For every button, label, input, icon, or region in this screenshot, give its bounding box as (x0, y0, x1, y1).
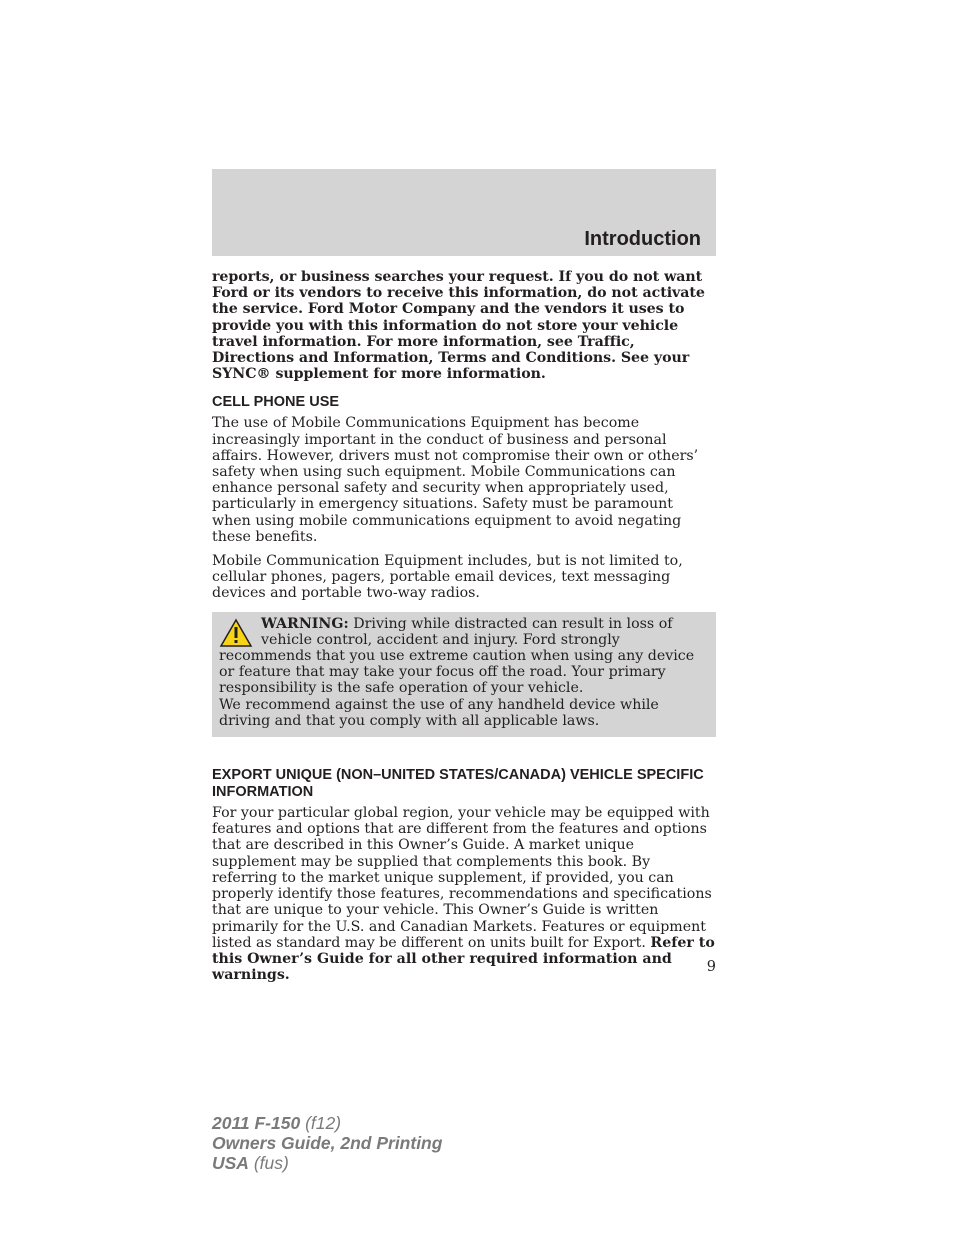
export-heading: EXPORT UNIQUE (NON–UNITED STATES/CANADA) VEHICLE SPECIFIC INFORMATION (212, 767, 704, 801)
cell-phone-paragraph-2: Mobile Communication Equipment includes, but is not limited to, cellular phones, pagers, portable email devices, text messaging devices and portable two-way radios. (212, 553, 683, 602)
warning-box (212, 612, 716, 737)
footer-model: 2011 F-150 (212, 1113, 301, 1133)
export-paragraph-bold: Refer to this Owner’s Guide for all other required information and warnings. (212, 934, 715, 984)
intro-paragraph: reports, or business searches your request. If you do not want Ford or its vendors to receive this information, do not activate the service. Ford Motor Company and the vendors it uses to provide you with this information do not store your vehicle travel information. For more information, see Traffic, Directions and Information, Terms and Conditions. See your SYNC® supplement for more information. (212, 269, 705, 383)
footer-market: USA (212, 1153, 249, 1173)
export-paragraph (212, 805, 716, 983)
footer-model-code: (f12) (300, 1113, 342, 1133)
footer-market-code: (fus) (248, 1153, 289, 1173)
export-paragraph-text: For your particular global region, your vehicle may be equipped with features and options that are different from the features and options that are described in this Owner’s Guide. A market unique supplement may be supplied that complements this book. By referring to the market unique supplement, if provided, you can properly identify those features, recommendations and specifications that are unique to your vehicle. This Owner’s Guide is written primarily for the U.S. and Canadian Markets. Features or equipment listed as standard may be different on units built for Export. (212, 805, 712, 951)
warning-triangle-icon (219, 618, 253, 646)
warning-body: Driving while distracted can result in loss of vehicle control, accident and injury. Ford strongly recommends that you use extreme caution when using any device or feature that may take your focus off the road. Your primary responsibility is the safe operation of your vehicle. (219, 615, 695, 697)
warning-label: WARNING: (261, 615, 349, 632)
section-title: Introduction (584, 228, 701, 250)
warning-text-2: We recommend against the use of any handheld device while driving and that you comply with all applicable laws. (219, 696, 659, 729)
cell-phone-heading: CELL PHONE USE (212, 394, 340, 411)
page-number: 9 (706, 959, 716, 975)
footer-line-1 (212, 1113, 442, 1133)
cell-phone-paragraph-1: The use of Mobile Communications Equipment has become increasingly important in the conduct of business and personal affairs. However, drivers must not compromise their own or others’ safety when using such equipment. Mobile Communications can enhance personal safety and security when appropriately used, particularly in emergency situations. Safety must be paramount when using mobile communications equipment to avoid negating these benefits. (212, 415, 699, 545)
section-header-band (212, 169, 716, 256)
warning-text (219, 616, 708, 697)
footer (212, 1113, 442, 1173)
footer-line-3 (212, 1153, 442, 1173)
page-content (212, 269, 716, 991)
footer-line-2: Owners Guide, 2nd Printing (212, 1133, 443, 1153)
